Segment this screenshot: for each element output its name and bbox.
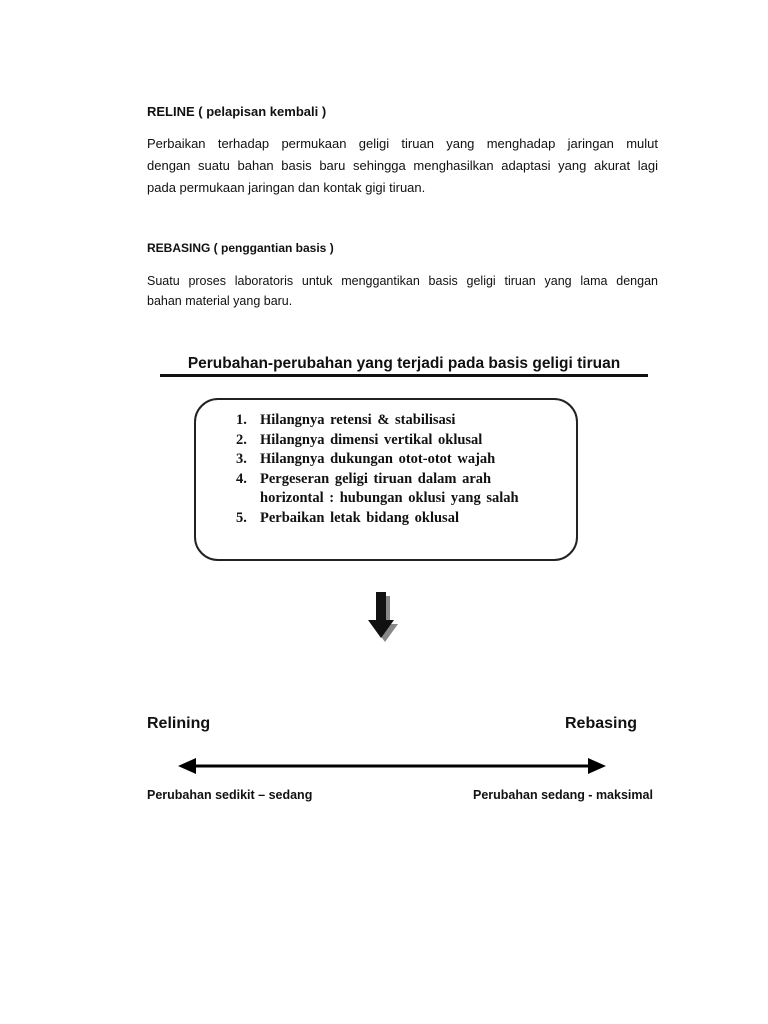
changes-list: [236, 411, 566, 528]
reline-line-1: Perbaikan terhadap permukaan geligi tiruan yang menghadap jaringan mulut: [147, 136, 658, 151]
reline-line-2: dengan suatu bahan basis baru sehingga menghasilkan adaptasi yang akurat lagi: [147, 158, 658, 173]
changes-list-item: 2. Hilangnya dimensi vertikal oklusal: [236, 431, 483, 448]
rebasing-heading: REBASING ( penggantian basis ): [147, 241, 334, 255]
changes-list-item: 4. Pergeseran geligi tiruan dalam arah horizontal : hubungan oklusi yang salah: [236, 470, 519, 506]
rebasing-sublabel: Perubahan sedang - maksimal: [473, 788, 653, 802]
rebasing-label: Rebasing: [565, 715, 638, 732]
title-underline: [160, 374, 648, 377]
changes-list-item: 1. Hilangnya retensi & stabilisasi: [236, 412, 456, 428]
rebasing-paragraph: [147, 271, 658, 311]
changes-list-item: 3. Hilangnya dukungan otot-otot wajah: [236, 451, 496, 467]
reline-heading: RELINE ( pelapisan kembali ): [147, 104, 327, 119]
reline-line-3: pada permukaan jaringan dan kontak gigi tiruan.: [147, 180, 426, 195]
reline-paragraph: [147, 133, 658, 199]
down-arrow-icon: [366, 592, 398, 644]
double-headed-arrow-icon: [178, 756, 606, 776]
changes-title: Perubahan-perubahan yang terjadi pada basis geligi tiruan: [187, 355, 621, 372]
changes-list-item: 5. Perbaikan letak bidang oklusal: [236, 509, 459, 526]
relining-sublabel: Perubahan sedikit – sedang: [147, 788, 313, 802]
rebasing-line-2: bahan material yang baru.: [147, 294, 293, 308]
rebasing-line-1: Suatu proses laboratoris untuk menggantikan basis geligi tiruan yang lama dengan: [147, 274, 658, 288]
relining-label: Relining: [147, 715, 211, 732]
